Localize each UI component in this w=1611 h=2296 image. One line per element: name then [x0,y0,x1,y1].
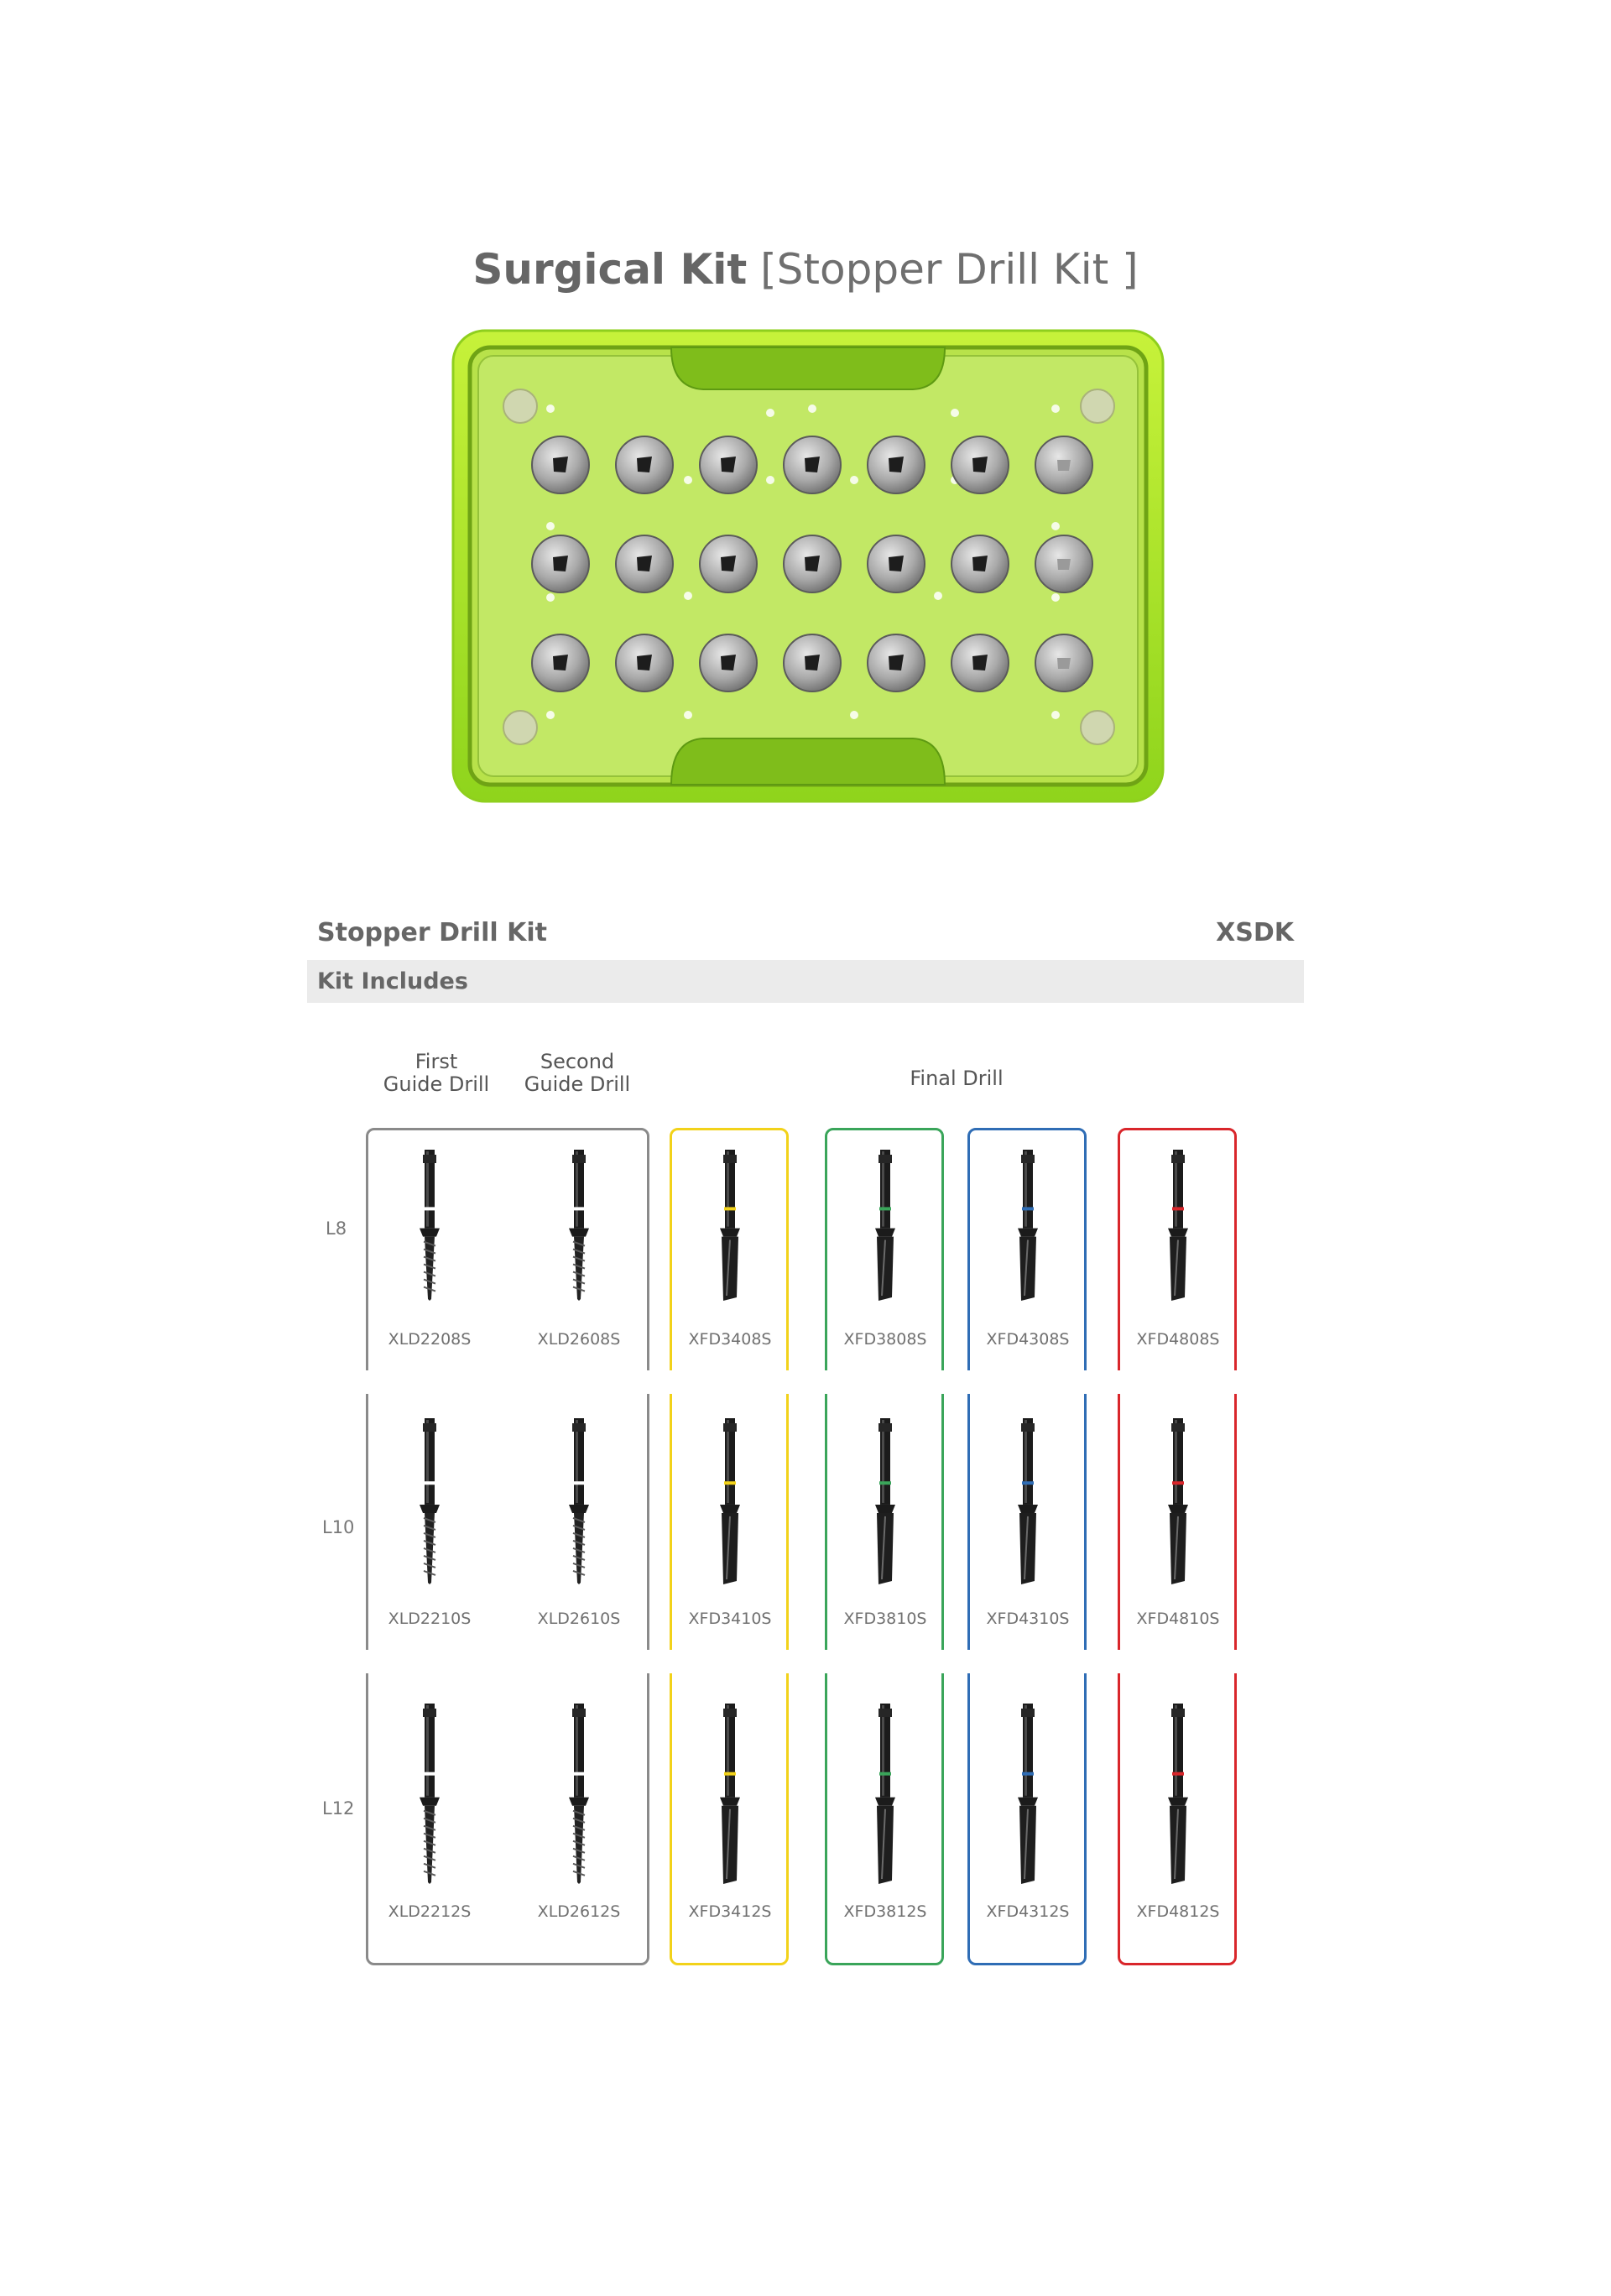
drill-code-label: XFD3412S [688,1902,772,1921]
final-drill-image [1153,1704,1203,1884]
drill-code-label: XLD2208S [388,1330,472,1349]
first-guide-line-1: First [414,1050,458,1073]
drill-code-label: XLD2210S [388,1610,472,1628]
tray-hole-socket [889,556,904,571]
final-drill-image [1153,1418,1203,1584]
guide-drill-image [554,1150,604,1301]
drill-code-label: XLD2212S [388,1902,472,1921]
tray-hole-socket [637,556,652,571]
final-drill-image [860,1150,910,1301]
drill-code-label: XFD3408S [688,1330,772,1349]
drill-code-label: XFD3812S [843,1902,927,1921]
final-drill-image [705,1704,755,1884]
drill-code-label: XFD4312S [986,1902,1070,1921]
tray-hole-socket [721,556,736,571]
row-label-l12: L12 [322,1798,355,1819]
row-label-l10: L10 [322,1517,355,1537]
title-light: [Stopper Drill Kit ] [760,245,1139,294]
drill-code-label: XFD3410S [688,1610,772,1628]
second-guide-line-2: Guide Drill [524,1072,631,1096]
page-title [0,245,1611,294]
first-guide-line-2: Guide Drill [383,1072,490,1096]
tray-hole-socket [721,457,736,472]
kit-includes-label: Kit Includes [317,968,468,994]
guide-drill-image [554,1418,604,1584]
final-drill-image [1003,1150,1053,1301]
tray-hole-socket [972,655,988,671]
final-drill-image [860,1704,910,1884]
drill-code-label: XFD4808S [1136,1330,1220,1349]
guide-drill-image [404,1704,455,1884]
drill-code-label: XFD4810S [1136,1610,1220,1628]
kit-code: XSDK [1216,918,1294,947]
guide-drill-image [554,1704,604,1884]
final-drill-image [705,1418,755,1584]
tray-hole-socket [1057,559,1071,570]
tray-hole-socket [637,655,652,671]
second-guide-drill-header [493,1051,661,1096]
row-separator [361,1650,1250,1673]
drill-code-label: XFD4310S [986,1610,1070,1628]
kit-name: Stopper Drill Kit [317,918,547,947]
guide-drill-image [404,1418,455,1584]
tray-hole-socket [637,457,652,472]
final-drill-image [860,1418,910,1584]
drill-code-label: XFD3808S [843,1330,927,1349]
tray-hole-socket [972,556,988,571]
tray-hole-socket [889,457,904,472]
tray-hole-socket [1057,460,1071,471]
tray-hole-socket [553,556,568,571]
tray-hole-socket [553,457,568,472]
kit-includes-bar [307,960,1304,1003]
tray-hole-socket [553,655,568,671]
drill-code-label: XLD2610S [537,1610,621,1628]
tray-hole-socket [721,655,736,671]
drill-code-label: XFD4308S [986,1330,1070,1349]
tray-hole-socket [805,655,820,671]
kit-tray-image [451,329,1165,803]
tray-hole-socket [1057,658,1071,669]
tray-hole-socket [805,556,820,571]
final-drill-image [1003,1418,1053,1584]
guide-drill-image [404,1150,455,1301]
final-drill-image [1153,1150,1203,1301]
drill-code-label: XLD2612S [537,1902,621,1921]
second-guide-line-1: Second [540,1050,615,1073]
row-separator [361,1370,1250,1394]
drill-code-label: XLD2608S [537,1330,621,1349]
drill-code-label: XFD4812S [1136,1902,1220,1921]
drill-code-label: XFD3810S [843,1610,927,1628]
tray-hole-socket [889,655,904,671]
tray-hole-socket [972,457,988,472]
row-label-l8: L8 [326,1218,347,1239]
title-bold: Surgical Kit [472,245,748,294]
final-drill-image [705,1150,755,1301]
tray-hole-socket [805,457,820,472]
final-drill-image [1003,1704,1053,1884]
final-drill-header: Final Drill [910,1067,1004,1090]
